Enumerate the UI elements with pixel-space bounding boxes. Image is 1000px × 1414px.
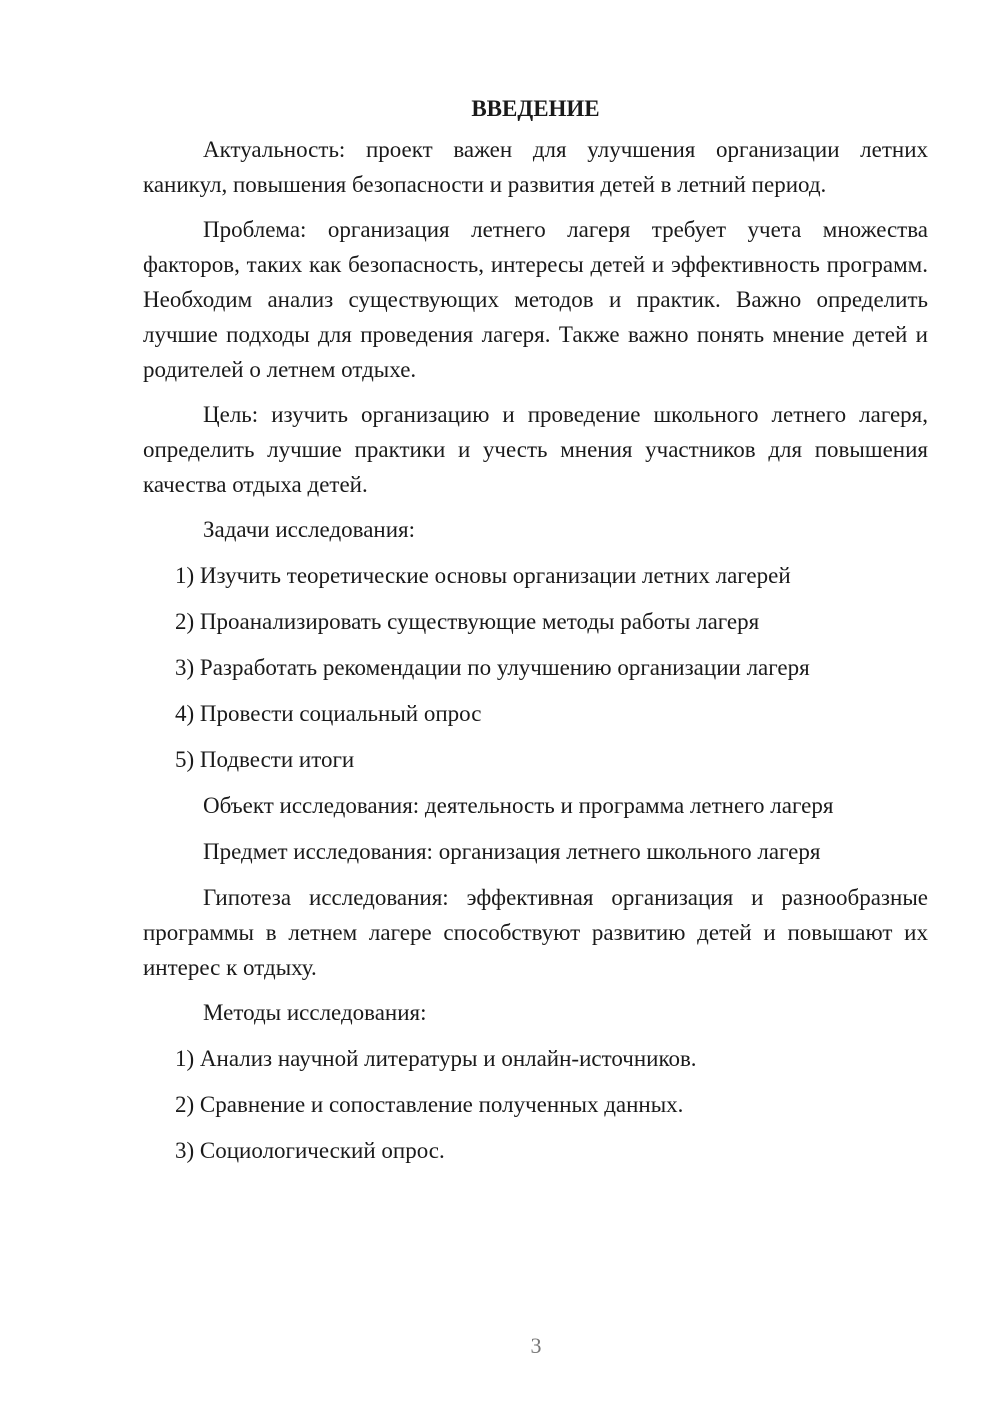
method-item: 1) Анализ научной литературы и онлайн-источников. xyxy=(175,1046,697,1071)
page-number: 3 xyxy=(530,1333,542,1358)
methods-list xyxy=(143,1041,928,1168)
task-item: 3) Разработать рекомендации по улучшению организации лагеря xyxy=(175,655,810,680)
hypothesis-paragraph: Гипотеза исследования: эффективная организация и разнообразные программы в летнем лагере способствуют развитию детей и повышают их интерес к отдыху. xyxy=(143,885,928,980)
problem-paragraph: Проблема: организация летнего лагеря требует учета множества факторов, таких как безопасность, интересы детей и эффективность программ. Необходим анализ существующих методов и практик. Важно определить лучшие подходы для проведения лагеря. Также важно понять мнение детей и родителей о летнем отдыхе. xyxy=(143,217,928,382)
goal-paragraph: Цель: изучить организацию и проведение школьного летнего лагеря, определить лучшие практики и учесть мнения участников для повышения качества отдыха детей. xyxy=(143,402,928,497)
section-title: ВВЕДЕНИЕ xyxy=(471,96,600,121)
document-page xyxy=(143,92,928,1179)
subject-paragraph: Предмет исследования: организация летнего школьного лагеря xyxy=(203,839,821,864)
tasks-list xyxy=(143,558,928,777)
task-item: 2) Проанализировать существующие методы работы лагеря xyxy=(175,609,760,634)
tasks-heading: Задачи исследования: xyxy=(203,517,416,542)
methods-heading: Методы исследования: xyxy=(203,1000,427,1025)
method-item: 3) Социологический опрос. xyxy=(175,1138,445,1163)
relevance-paragraph: Актуальность: проект важен для улучшения организации летних каникул, повышения безопасности и развития детей в летний период. xyxy=(143,137,928,197)
task-item: 4) Провести социальный опрос xyxy=(175,701,482,726)
method-item: 2) Сравнение и сопоставление полученных данных. xyxy=(175,1092,684,1117)
object-paragraph: Объект исследования: деятельность и программа летнего лагеря xyxy=(203,793,834,818)
task-item: 1) Изучить теоретические основы организации летних лагерей xyxy=(175,563,791,588)
task-item: 5) Подвести итоги xyxy=(175,747,355,772)
